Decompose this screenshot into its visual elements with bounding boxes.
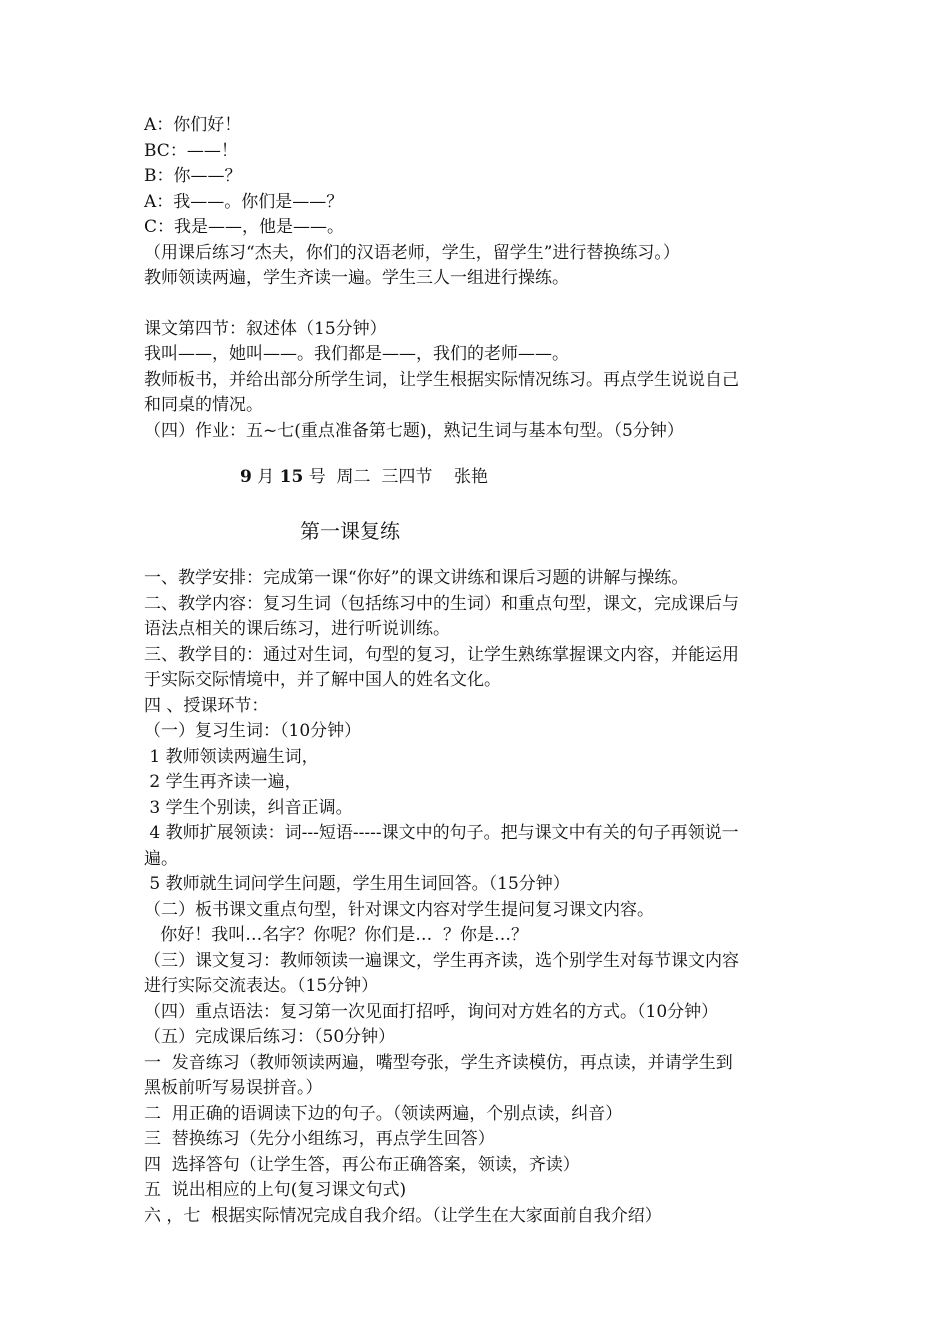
dialogue-line: A：我——。你们是——？ bbox=[144, 191, 344, 212]
body-line: 四 选择答句（让学生答，再公布正确答案，领读，齐读） bbox=[144, 1154, 580, 1175]
dialogue-line: C：我是——，他是——。 bbox=[144, 217, 345, 237]
section-line: 和同桌的情况。 bbox=[144, 395, 263, 415]
body-line: 二 用正确的语调读下边的句子。（领读两遍，个别点读，纠音） bbox=[144, 1103, 623, 1124]
body-line: 5 教师就生词问学生问题，学生用生词回答。（15分钟） bbox=[144, 874, 570, 894]
body-line: 四 、授课环节： bbox=[144, 695, 269, 716]
dialogue-note: （用课后练习“杰夫，你们的汉语老师，学生，留学生”进行替换练习。） bbox=[144, 242, 680, 263]
body-line: 三、教学目的：通过对生词，句型的复习，让学生熟练掌握课文内容，并能运用 bbox=[144, 644, 739, 665]
body-line: （四）重点语法：复习第一次见面打招呼，询问对方姓名的方式。（10分钟） bbox=[144, 1001, 719, 1022]
body-line: 三 替换练习（先分小组练习，再点学生回答） bbox=[144, 1129, 495, 1149]
dialogue-line: A：你们好！ bbox=[144, 115, 242, 135]
body-line: 进行实际交流表达。（15分钟） bbox=[144, 976, 379, 996]
body-line: 语法点相关的课后练习，进行听说训练。 bbox=[144, 619, 450, 639]
body-line: （二）板书课文重点句型，针对课文内容对学生提问复习课文内容。 bbox=[144, 899, 654, 920]
date-rest: 周二 三四节 张艳 bbox=[336, 467, 488, 487]
body-line: 3 学生个别读，纠音正调。 bbox=[144, 797, 353, 818]
body-line: 一、教学安排：完成第一课“你好”的课文讲练和课后习题的讲解与操练。 bbox=[144, 568, 689, 588]
body-line: 一 发音练习（教师领读两遍，嘴型夸张，学生齐读模仿，再点读，并请学生到 bbox=[144, 1052, 733, 1073]
body-line: 4 教师扩展领读：词---短语-----课文中的句子。把与课文中有关的句子再领说一 bbox=[144, 823, 739, 843]
section-four-block bbox=[144, 317, 810, 445]
dialogue-block bbox=[144, 113, 810, 292]
section-heading: 课文第四节：叙述体（15分钟） bbox=[144, 318, 387, 339]
dialogue-line: B：你——？ bbox=[144, 166, 242, 186]
body-line: 于实际交际情境中，并了解中国人的姓名文化。 bbox=[144, 670, 501, 690]
body-line: 2 学生再齐读一遍， bbox=[144, 772, 302, 792]
body-line: （五）完成课后练习：（50分钟） bbox=[144, 1027, 396, 1047]
section-line: 我叫——，她叫——。我们都是——，我们的老师——。 bbox=[144, 344, 569, 364]
body-line: 五 说出相应的上句(复习课文句式) bbox=[144, 1180, 407, 1200]
date-day: 15 bbox=[279, 467, 304, 487]
body-line: 遍。 bbox=[144, 848, 178, 869]
body-line: 黑板前听写易误拼音。） bbox=[144, 1078, 323, 1098]
date-month: 9 bbox=[240, 467, 252, 487]
homework-line: （四）作业：五~七(重点准备第七题)，熟记生词与基本句型。（5分钟） bbox=[144, 420, 684, 441]
body-line: 二、教学内容：复习生词（包括练习中的生词）和重点句型，课文，完成课后与 bbox=[144, 593, 739, 614]
lesson-date-line bbox=[240, 464, 810, 490]
section-line: 教师板书，并给出部分所学生词，让学生根据实际情况练习。再点学生说说自己 bbox=[144, 369, 739, 390]
date-day-unit: 号 bbox=[308, 467, 326, 487]
lesson-body bbox=[144, 566, 810, 1229]
spacer bbox=[144, 292, 810, 317]
date-month-unit: 月 bbox=[257, 467, 275, 487]
body-line: （一）复习生词：（10分钟） bbox=[144, 721, 362, 741]
body-line: （三）课文复习：教师领读一遍课文，学生再齐读，选个别学生对每节课文内容 bbox=[144, 950, 739, 971]
dialogue-instruction: 教师领读两遍，学生齐读一遍。学生三人一组进行操练。 bbox=[144, 268, 569, 288]
body-line: 六 ，七 根据实际情况完成自我介绍。（让学生在大家面前自我介绍） bbox=[144, 1205, 662, 1226]
body-line: 你好！我叫…名字？你呢？你们是… ？你是…？ bbox=[144, 925, 529, 945]
body-line: 1 教师领读两遍生词， bbox=[144, 746, 319, 767]
document-page bbox=[144, 113, 810, 1229]
dialogue-line: BC：——！ bbox=[144, 140, 238, 161]
lesson-title: 第一课复练 bbox=[300, 519, 400, 543]
